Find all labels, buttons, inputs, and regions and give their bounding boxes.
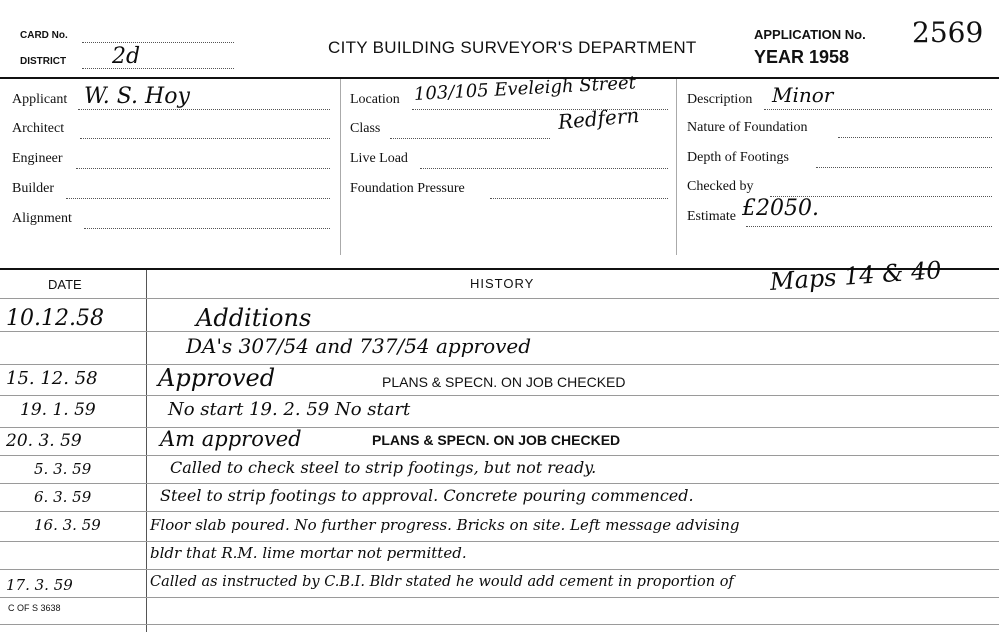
ruled-line — [0, 624, 999, 625]
ruled-line — [0, 597, 999, 598]
estimate-label: Estimate — [687, 209, 736, 224]
district-label: DISTRICT — [20, 56, 67, 67]
history-date: 15. 12. 58 — [6, 368, 98, 389]
description-label: Description — [687, 92, 753, 107]
plans-checked-stamp: PLANS & SPECN. ON JOB CHECKED — [382, 374, 626, 390]
applicant-line — [78, 109, 330, 110]
ruled-line — [0, 427, 999, 428]
history-date: 19. 1. 59 — [20, 400, 96, 420]
history-text: Steel to strip footings to approval. Concrete pouring commenced. — [160, 486, 694, 505]
builder-label: Builder — [12, 181, 54, 196]
nature-foundation-line — [838, 137, 992, 138]
history-text: Am approved — [160, 427, 302, 451]
history-text: Additions — [196, 304, 312, 332]
details-divider-2 — [676, 79, 677, 255]
card-no-line — [82, 42, 234, 43]
history-text: Floor slab poured. No further progress. Bricks on site. Left message advising — [150, 516, 740, 534]
district-value: 2d — [112, 44, 141, 69]
description-value: Minor — [772, 83, 834, 107]
applicant-value: W. S. Hoy — [84, 84, 190, 109]
builder-line — [66, 198, 330, 199]
history-text: Called to check steel to strip footings, but not ready. — [170, 458, 597, 477]
live-load-line — [420, 168, 668, 169]
history-text: Called as instructed by C.B.I. Bldr stated he would add cement in proportion of — [150, 574, 734, 590]
district-line — [82, 68, 234, 69]
ruled-line — [0, 569, 999, 570]
plans-checked-stamp: PLANS & SPECN. ON JOB CHECKED — [372, 432, 621, 448]
ruled-line — [0, 455, 999, 456]
department-title: CITY BUILDING SURVEYOR'S DEPARTMENT — [328, 38, 697, 57]
date-header: DATE — [48, 277, 82, 292]
history-text: DA's 307/54 and 737/54 approved — [186, 334, 532, 358]
architect-label: Architect — [12, 121, 65, 136]
form-code: C OF S 3638 — [8, 603, 61, 613]
history-date: 20. 3. 59 — [6, 431, 82, 451]
location-value-suburb: Redfern — [556, 102, 641, 134]
history-text: Approved — [158, 364, 276, 392]
checked-by-label: Checked by — [687, 179, 754, 194]
class-label: Class — [350, 121, 381, 136]
applicant-label: Applicant — [12, 92, 68, 107]
history-date: 10.12.58 — [6, 306, 104, 331]
location-label: Location — [350, 92, 400, 107]
history-date: 6. 3. 59 — [34, 488, 92, 506]
description-line — [764, 109, 992, 110]
card-no-label: CARD No. — [20, 30, 68, 41]
engineer-label: Engineer — [12, 151, 63, 166]
depth-footings-line — [816, 167, 992, 168]
ruled-line — [0, 364, 999, 365]
history-text: bldr that R.M. lime mortar not permitted. — [150, 544, 467, 562]
depth-footings-label: Depth of Footings — [687, 150, 789, 165]
ruled-line — [0, 331, 999, 332]
application-number: 2569 — [912, 16, 984, 49]
history-header: HISTORY — [470, 276, 535, 291]
live-load-label: Live Load — [350, 151, 408, 166]
architect-line — [80, 138, 330, 139]
estimate-value: £2050. — [742, 196, 819, 221]
ruled-line — [0, 483, 999, 484]
engineer-line — [76, 168, 330, 169]
foundation-pressure-label: Foundation Pressure — [350, 181, 465, 196]
date-column-divider — [146, 270, 147, 632]
year-label: YEAR 1958 — [754, 47, 850, 67]
history-date: 5. 3. 59 — [34, 460, 92, 478]
ruled-line — [0, 511, 999, 512]
ruled-line — [0, 541, 999, 542]
ruled-line — [0, 298, 999, 299]
nature-foundation-label: Nature of Foundation — [687, 120, 808, 135]
history-date: 16. 3. 59 — [34, 516, 101, 534]
history-date: 17. 3. 59 — [6, 576, 73, 594]
application-label: APPLICATION No. — [754, 27, 866, 42]
foundation-pressure-line — [490, 198, 668, 199]
map-note: Maps 14 & 40 — [769, 256, 943, 296]
history-text: No start 19. 2. 59 No start — [168, 399, 411, 420]
class-line — [390, 138, 550, 139]
details-divider-1 — [340, 79, 341, 255]
alignment-line — [84, 228, 330, 229]
alignment-label: Alignment — [12, 211, 72, 226]
location-value: 103/105 Eveleigh Street — [413, 72, 637, 105]
estimate-line — [746, 226, 992, 227]
ruled-line — [0, 395, 999, 396]
